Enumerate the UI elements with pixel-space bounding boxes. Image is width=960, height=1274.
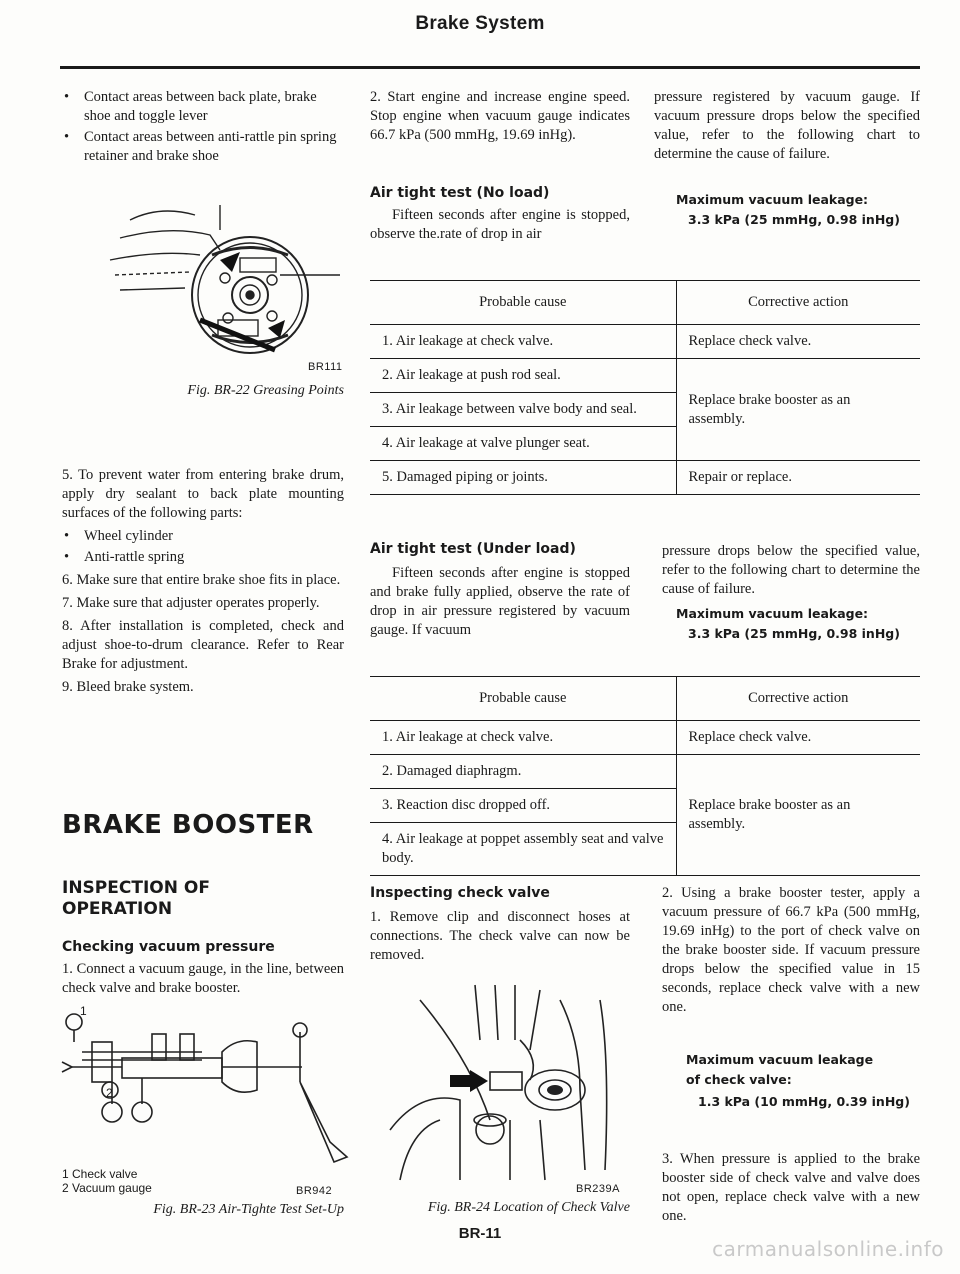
page-number: BR-11	[458, 1225, 502, 1242]
check-valve-max-leakage-label-2: of check valve:	[686, 1072, 792, 1087]
heading-air-tight-no-load: Air tight test (No load)	[370, 185, 550, 201]
list-item: • Wheel cylinder	[62, 527, 344, 546]
check-valve-step-2: 2. Using a brake booster tester, apply a vacuum pressure of 66.7 kPa (500 mmHg, 19.69 inHg) to the port of check valve on the brake booster side. If vacuum pressure drops below the specified value in 15 seconds, replace check valve with a new one.	[662, 885, 920, 1015]
table-cell: 3. Reaction disc dropped off.	[370, 789, 676, 823]
check-valve-location-illustration	[380, 980, 630, 1180]
table-row	[370, 325, 920, 359]
step-7: 7. Make sure that adjuster operates properly.	[62, 595, 320, 611]
checking-vacuum-step-1: 1. Connect a vacuum gauge, in the line, between check valve and brake booster.	[62, 961, 344, 996]
watermark: carmanualsonline.info	[712, 1237, 944, 1261]
step-2-start-engine: 2. Start engine and increase engine speed. Stop engine when vacuum gauge indicates 66.7 kPa (500 mmHg, 19.69 inHg).	[370, 89, 630, 143]
table-cell: Repair or replace.	[676, 461, 920, 495]
figure-code: BR111	[308, 361, 343, 373]
table-cell: 5. Damaged piping or joints.	[370, 461, 676, 495]
table-cell: 4. Air leakage at valve plunger seat.	[370, 427, 676, 461]
legend-item-check-valve: 1 Check valve	[62, 1167, 138, 1181]
list-item: • Anti-rattle spring	[62, 548, 344, 567]
steps-5-to-9	[62, 466, 344, 701]
max-leakage-value: 3.3 kPa (25 mmHg, 0.98 inHg)	[688, 212, 900, 227]
table-cell: 1. Air leakage at check valve.	[370, 325, 676, 359]
table-header-row	[370, 677, 920, 721]
table-cell: 3. Air leakage between valve body and seal.	[370, 393, 676, 427]
table-cell: 4. Air leakage at poppet assembly seat and valve body.	[370, 823, 676, 876]
list-item: • Contact areas between back plate, brake shoe and toggle lever	[62, 88, 344, 126]
callout-1: 1	[80, 1004, 87, 1018]
figure-legend	[62, 1167, 222, 1195]
table-cell: Replace check valve.	[676, 721, 920, 755]
figure-caption: Fig. BR-23 Air-Tighte Test Set-Up	[153, 1202, 344, 1217]
column-header-probable-cause: Probable cause	[479, 294, 567, 310]
table-cell: Replace brake booster as an assembly.	[676, 755, 920, 876]
table-row	[370, 721, 920, 755]
step-6: 6. Make sure that entire brake shoe fits in place.	[62, 572, 341, 588]
list-item: • Contact areas between anti-rattle pin spring retainer and brake shoe	[62, 128, 344, 166]
table-cell: 2. Damaged diaphragm.	[370, 755, 676, 789]
callout-2: 2	[106, 1086, 113, 1100]
check-valve-step-3: 3. When pressure is applied to the brake booster side of check valve and valve does not open, replace check valve with a new one.	[662, 1151, 920, 1224]
step-8: 8. After installation is completed, check and adjust shoe-to-drum clearance. Refer to Rear Brake for adjustment.	[62, 618, 344, 672]
table-row	[370, 461, 920, 495]
air-tight-under-load-text: Fifteen seconds after engine is stopped and brake fully applied, observe the rate of drop in air pressure registered by vacuum gauge. If vacuum	[370, 565, 630, 638]
check-valve-step-1: 1. Remove clip and disconnect hoses at connections. The check valve can now be removed.	[370, 909, 630, 963]
subsection-heading-inspection: INSPECTION OF OPERATION	[62, 878, 210, 919]
page-title: Brake System	[415, 13, 545, 34]
header-rule	[60, 66, 920, 69]
no-load-diagnosis-table	[370, 280, 920, 495]
figure-code: BR239A	[576, 1183, 620, 1195]
table-cell: 2. Air leakage at push rod seal.	[370, 359, 676, 393]
figure-caption: Fig. BR-22 Greasing Points	[187, 383, 344, 398]
table-cell: 1. Air leakage at check valve.	[370, 721, 676, 755]
contact-areas-list	[62, 88, 344, 168]
air-tight-no-load-text: Fifteen seconds after engine is stopped, observe the.rate of drop in air	[370, 207, 630, 242]
figure-code: BR942	[296, 1185, 333, 1197]
column-header-probable-cause: Probable cause	[479, 690, 567, 706]
max-leakage-label: Maximum vacuum leakage:	[676, 606, 869, 621]
heading-air-tight-under-load: Air tight test (Under load)	[370, 541, 576, 557]
check-valve-max-leakage-label: Maximum vacuum leakage	[686, 1052, 874, 1067]
table-row	[370, 359, 920, 393]
section-heading-brake-booster: BRAKE BOOSTER	[62, 810, 314, 840]
legend-item-vacuum-gauge: 2 Vacuum gauge	[62, 1181, 152, 1195]
table-header-row	[370, 281, 920, 325]
max-leakage-label: Maximum vacuum leakage:	[676, 192, 869, 207]
heading-checking-vacuum: Checking vacuum pressure	[62, 939, 275, 955]
no-load-continuation: pressure registered by vacuum gauge. If vacuum pressure drops below the specified value, refer to the following chart to determine the cause of failure.	[654, 89, 920, 162]
step-9: 9. Bleed brake system.	[62, 679, 194, 695]
sealant-parts-list	[62, 527, 344, 567]
max-leakage-value: 3.3 kPa (25 mmHg, 0.98 inHg)	[688, 626, 900, 641]
column-header-corrective-action: Corrective action	[676, 677, 920, 721]
heading-inspecting-check-valve: Inspecting check valve	[370, 885, 550, 901]
column-header-corrective-action: Corrective action	[676, 281, 920, 325]
table-cell: Replace check valve.	[676, 325, 920, 359]
step-5: 5. To prevent water from entering brake drum, apply dry sealant to back plate mounting surfaces of the following parts:	[62, 467, 344, 521]
check-valve-max-leakage-value: 1.3 kPa (10 mmHg, 0.39 inHg)	[698, 1094, 910, 1109]
table-cell: Replace brake booster as an assembly.	[676, 359, 920, 461]
table-row	[370, 755, 920, 789]
figure-caption: Fig. BR-24 Location of Check Valve	[427, 1200, 630, 1215]
under-load-diagnosis-table	[370, 676, 920, 876]
under-load-continuation: pressure drops below the specified value, refer to the following chart to determine the cause of failure.	[662, 543, 920, 597]
greasing-points-illustration	[100, 200, 350, 350]
